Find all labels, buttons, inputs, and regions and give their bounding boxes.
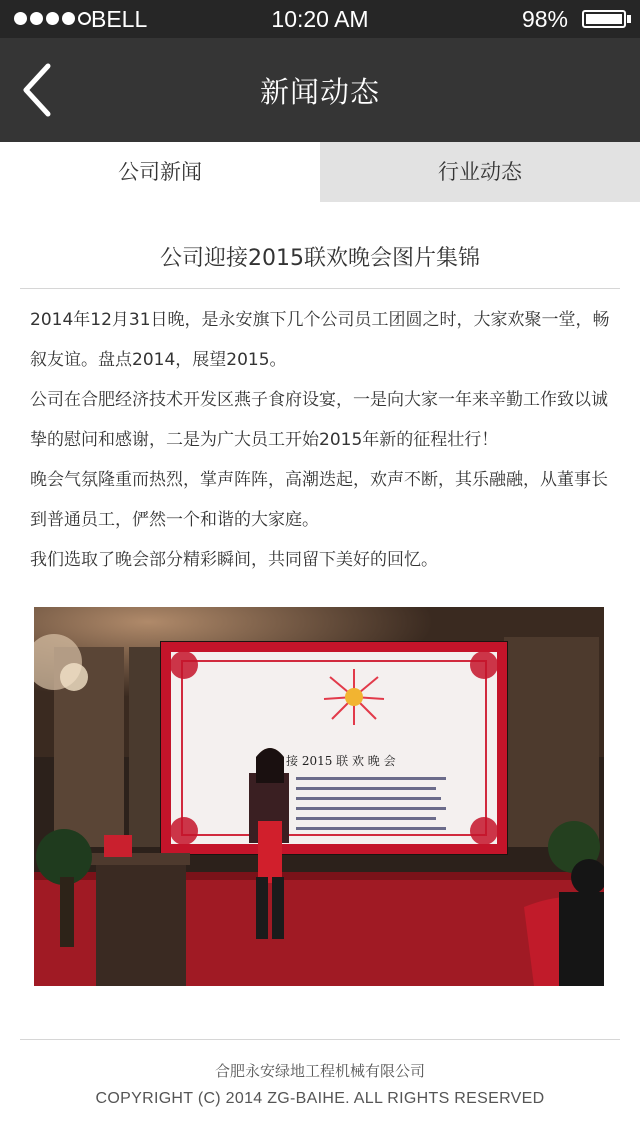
article-title: 公司迎接2015联欢晚会图片集锦 [160,246,480,271]
footer-copyright: COPYRIGHT (C) 2014 ZG-BAIHE. ALL RIGHTS RESERVED [95,1090,545,1107]
article-paragraph: 公司在合肥经济技术开发区燕子食府设宴，一是向大家一年来辛勤工作致以诚挚的慰问和感谢，二是为广大员工开始2015年新的征程壮行！ [30,390,608,450]
article-body [30,300,620,580]
battery-tip [627,15,631,23]
event-photo [34,607,604,986]
battery-percent: 98% [521,6,568,32]
article-paragraph: 2014年12月31日晚，是永安旗下几个公司员工团圆之时，大家欢聚一堂，畅叙友谊。盘点2014，展望2015。 [30,310,610,370]
tab-company-news[interactable]: 公司新闻 [0,142,320,202]
nav-bar [0,38,640,142]
footer-divider [20,1039,620,1040]
carrier-name: BELL [91,6,148,32]
screen-heading: 接 2015 联 欢 晚 会 [286,754,396,768]
status-time: 10:20 AM [271,6,369,32]
tab-bar [0,142,640,202]
page-title: 新闻动态 [259,75,380,109]
footer-company-name: 合肥永安绿地工程机械有限公司 [214,1062,425,1080]
title-divider [20,288,620,289]
status-bar [0,0,640,38]
battery-icon [582,10,626,28]
article-paragraph: 晚会气氛隆重而热烈，掌声阵阵，高潮迭起，欢声不断，其乐融融，从董事长到普通员工，俨然一个和谐的大家庭。 [30,470,608,530]
tab-industry-news[interactable]: 行业动态 [320,142,640,202]
article-paragraph: 我们选取了晚会部分精彩瞬间，共同留下美好的回忆。 [30,550,438,570]
